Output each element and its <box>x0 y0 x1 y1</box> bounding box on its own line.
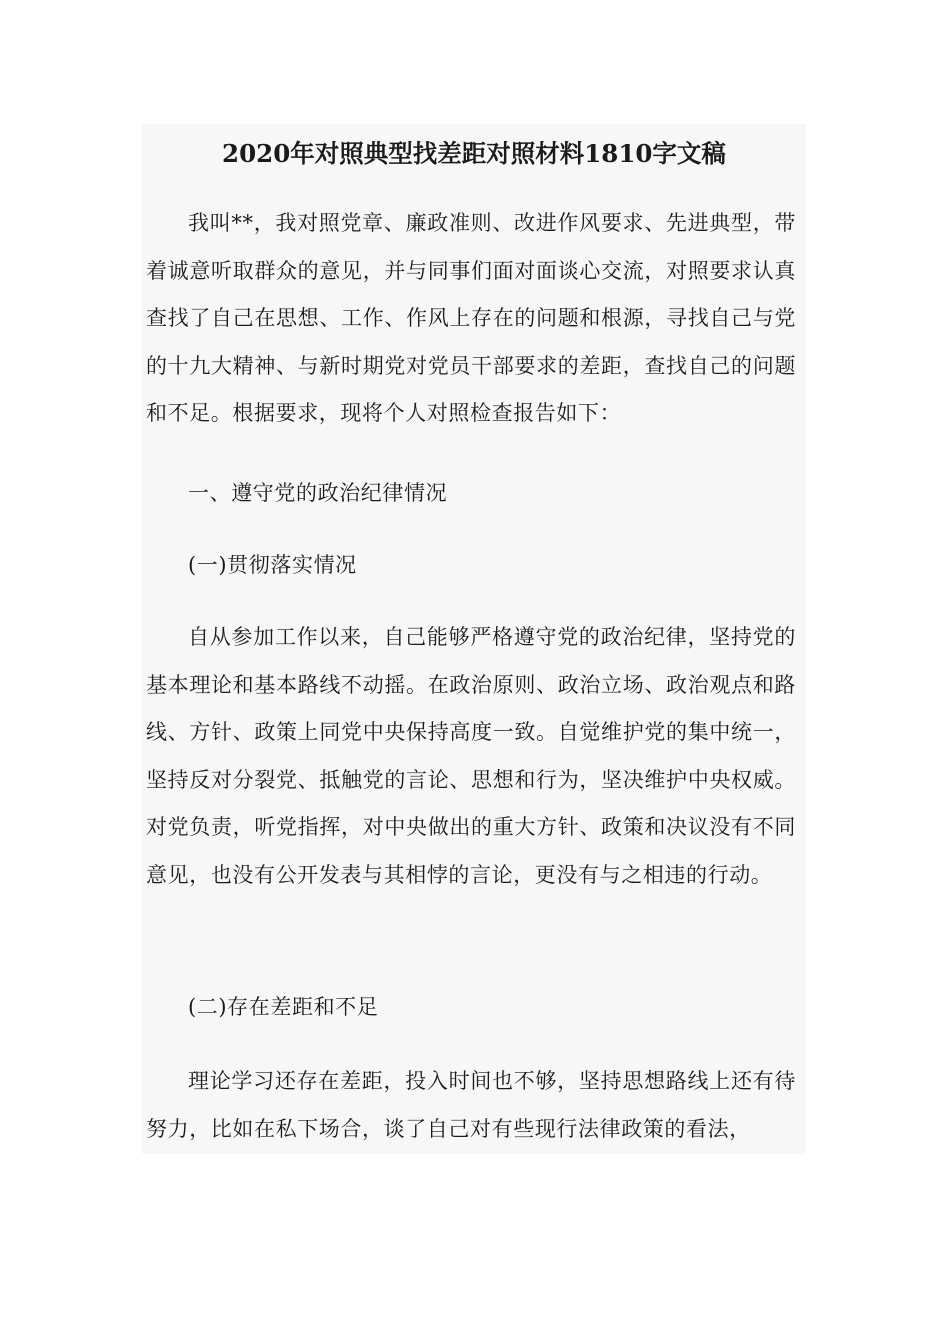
document-page <box>142 124 806 1154</box>
section-heading-political-discipline: 一、遵守党的政治纪律情况 <box>188 481 448 505</box>
gaps-paragraph: 理论学习还存在差距，投入时间也不够，坚持思想路线上还有待努力，比如在私下场合，谈了自己对有些现行法律政策的看法， <box>146 1069 796 1141</box>
implementation-paragraph: 自从参加工作以来，自己能够严格遵守党的政治纪律，坚持党的基本理论和基本路线不动摇。在政治原则、政治立场、政治观点和路线、方针、政策上同党中央保持高度一致。自觉维护党的集中统一，坚持反对分裂党、抵触党的言论、思想和行为，坚决维护中央权威。对党负责，听党指挥，对中央做出的重大方针、政策和决议没有不同意见，也没有公开发表与其相悖的言论，更没有与之相违的行动。 <box>146 625 796 887</box>
document-title: 2020年对照典型找差距对照材料1810字文稿 <box>222 139 726 168</box>
subsection-heading-gaps: (二)存在差距和不足 <box>188 995 379 1019</box>
subsection-heading-implementation: (一)贯彻落实情况 <box>188 553 357 577</box>
intro-paragraph: 我叫**，我对照党章、廉政准则、改进作风要求、先进典型，带着诚意听取群众的意见，并与同事们面对面谈心交流，对照要求认真查找了自己在思想、工作、作风上存在的问题和根源，寻找自己与党的十九大精神、与新时期党对党员干部要求的差距，查找自己的问题和不足。根据要求，现将个人对照检查报告如下： <box>146 211 796 425</box>
